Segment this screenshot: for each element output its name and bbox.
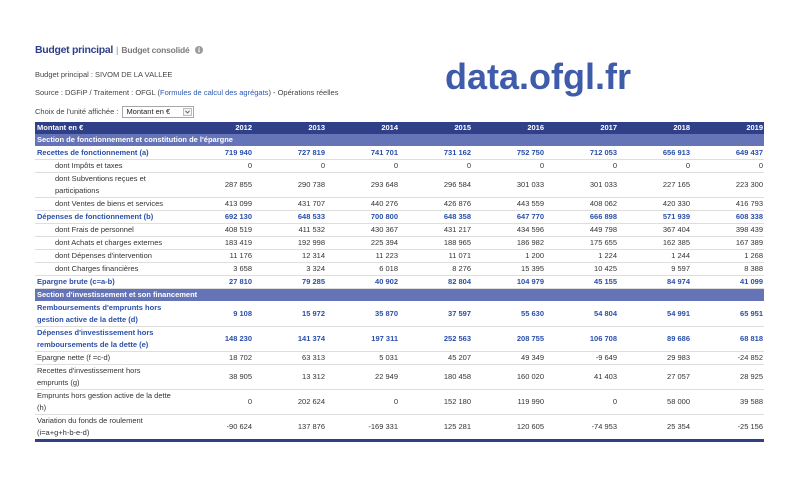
unit-select[interactable] [122,106,194,118]
year-header: 2013 [253,122,326,134]
value-cell: 301 033 [545,173,618,198]
table-row [35,211,764,224]
value-cell: 420 330 [618,198,691,211]
source-suffix: ) - Opérations réelles [268,88,339,97]
value-cell: 68 818 [691,327,764,352]
value-cell: 449 798 [545,224,618,237]
value-cell: 3 324 [253,263,326,276]
value-cell: 8 388 [691,263,764,276]
unit-selector-row [35,105,194,118]
value-cell: 148 230 [180,327,253,352]
value-cell: -24 852 [691,352,764,365]
value-cell: 11 176 [180,250,253,263]
year-header: 2018 [618,122,691,134]
row-label: Variation du fonds de roulement (i=a+g+h-b-e-d) [35,415,180,441]
formulas-link[interactable]: Formules de calcul des agrégats [160,88,269,97]
value-cell: 649 437 [691,147,764,160]
value-cell: 692 130 [180,211,253,224]
value-cell: 160 020 [472,365,545,390]
unit-header: Montant en € [35,122,180,134]
row-label: dont Impôts et taxes [35,160,180,173]
value-cell: 227 165 [618,173,691,198]
table-row [35,237,764,250]
value-cell: 183 419 [180,237,253,250]
table-row [35,352,764,365]
source-prefix: Source : DGFiP / Traitement : OFGL ( [35,88,161,97]
value-cell: 84 974 [618,276,691,289]
value-cell: 141 374 [253,327,326,352]
value-cell: 367 404 [618,224,691,237]
year-header: 2017 [545,122,618,134]
value-cell: 741 701 [326,147,399,160]
value-cell: 38 905 [180,365,253,390]
value-cell: 41 099 [691,276,764,289]
table-row [35,173,764,198]
value-cell: 8 276 [399,263,472,276]
year-header: 2012 [180,122,253,134]
table-row [35,147,764,160]
section-row [35,289,764,302]
row-label: Remboursements d'emprunts hors gestion active de la dette (d) [35,302,180,327]
row-label: Recettes de fonctionnement (a) [35,147,180,160]
value-cell: 0 [472,160,545,173]
value-cell: 175 655 [545,237,618,250]
value-cell: 45 207 [399,352,472,365]
value-cell: 727 819 [253,147,326,160]
value-cell: 180 458 [399,365,472,390]
value-cell: -25 156 [691,415,764,441]
dropdown-button[interactable] [183,108,192,116]
value-cell: 39 588 [691,390,764,415]
value-cell: 434 596 [472,224,545,237]
value-cell: 413 099 [180,198,253,211]
value-cell: 202 624 [253,390,326,415]
value-cell: 1 200 [472,250,545,263]
year-header: 2015 [399,122,472,134]
value-cell: 3 658 [180,263,253,276]
value-cell: 5 031 [326,352,399,365]
table-row [35,198,764,211]
table-row [35,250,764,263]
value-cell: 296 584 [399,173,472,198]
value-cell: 188 965 [399,237,472,250]
value-cell: 49 349 [472,352,545,365]
value-cell: 301 033 [472,173,545,198]
value-cell: 571 939 [618,211,691,224]
value-cell: 608 338 [691,211,764,224]
value-cell: 58 000 [618,390,691,415]
row-label: dont Ventes de biens et services [35,198,180,211]
value-cell: 40 902 [326,276,399,289]
value-cell: 431 707 [253,198,326,211]
value-cell: 106 708 [545,327,618,352]
value-cell: 223 300 [691,173,764,198]
value-cell: 0 [180,390,253,415]
entity-line: Budget principal : SIVOM DE LA VALLEE [35,70,173,79]
value-cell: 15 395 [472,263,545,276]
brand-watermark: data.ofgl.fr [445,56,631,97]
table-row [35,415,764,441]
value-cell: 11 071 [399,250,472,263]
value-cell: 22 949 [326,365,399,390]
table-row [35,160,764,173]
value-cell: 0 [545,160,618,173]
value-cell: 0 [618,160,691,173]
financial-table [35,122,764,442]
value-cell: 6 018 [326,263,399,276]
value-cell: 18 702 [180,352,253,365]
value-cell: 35 870 [326,302,399,327]
unit-select-value: Montant en € [126,106,171,116]
row-label: dont Dépenses d'intervention [35,250,180,263]
page-title: Budget principal [35,44,114,56]
value-cell: 656 913 [618,147,691,160]
value-cell: 648 358 [399,211,472,224]
value-cell: 1 224 [545,250,618,263]
value-cell: 82 804 [399,276,472,289]
value-cell: 0 [326,390,399,415]
year-header: 2019 [691,122,764,134]
value-cell: 0 [180,160,253,173]
value-cell: 398 439 [691,224,764,237]
table-row [35,263,764,276]
source-line [35,88,338,98]
row-label: Dépenses de fonctionnement (b) [35,211,180,224]
value-cell: 11 223 [326,250,399,263]
table-head [35,122,764,134]
value-cell: -9 649 [545,352,618,365]
section-title: Section d'investissement et son financement [35,289,764,302]
year-header: 2014 [326,122,399,134]
value-cell: 0 [691,160,764,173]
value-cell: 29 983 [618,352,691,365]
value-cell: 1 268 [691,250,764,263]
section-row [35,134,764,147]
value-cell: 293 648 [326,173,399,198]
value-cell: 431 217 [399,224,472,237]
budget-consolide-link[interactable]: Budget consolidé [121,45,190,55]
row-label: dont Charges financières [35,263,180,276]
table-body [35,134,764,441]
value-cell: 0 [545,390,618,415]
value-cell: 647 770 [472,211,545,224]
value-cell: 411 532 [253,224,326,237]
value-cell: 712 053 [545,147,618,160]
year-header: 2016 [472,122,545,134]
value-cell: 648 533 [253,211,326,224]
value-cell: 252 563 [399,327,472,352]
table-header-row [35,122,764,134]
value-cell: 719 940 [180,147,253,160]
row-label: Epargne nette (f =c-d) [35,352,180,365]
table-row [35,302,764,327]
value-cell: 137 876 [253,415,326,441]
value-cell: 54 991 [618,302,691,327]
row-label: Emprunts hors gestion active de la dette (h) [35,390,180,415]
value-cell: 27 810 [180,276,253,289]
row-label: Epargne brute (c=a-b) [35,276,180,289]
value-cell: 9 108 [180,302,253,327]
row-label: dont Subventions reçues et participations [35,173,180,198]
value-cell: 167 389 [691,237,764,250]
value-cell: 27 057 [618,365,691,390]
row-label: dont Achats et charges externes [35,237,180,250]
value-cell: -90 624 [180,415,253,441]
value-cell: 408 062 [545,198,618,211]
value-cell: 426 876 [399,198,472,211]
value-cell: 430 367 [326,224,399,237]
value-cell: 28 925 [691,365,764,390]
value-cell: 54 804 [545,302,618,327]
value-cell: 192 998 [253,237,326,250]
value-cell: 55 630 [472,302,545,327]
value-cell: 15 972 [253,302,326,327]
value-cell: 125 281 [399,415,472,441]
value-cell: 1 244 [618,250,691,263]
value-cell: 186 982 [472,237,545,250]
table-row [35,276,764,289]
value-cell: 408 519 [180,224,253,237]
chevron-down-icon [185,110,190,114]
value-cell: -169 331 [326,415,399,441]
value-cell: 440 276 [326,198,399,211]
value-cell: 0 [326,160,399,173]
value-cell: 290 738 [253,173,326,198]
value-cell: 10 425 [545,263,618,276]
value-cell: 79 285 [253,276,326,289]
value-cell: 287 855 [180,173,253,198]
value-cell: 700 800 [326,211,399,224]
info-icon[interactable] [195,46,203,54]
value-cell: 37 597 [399,302,472,327]
value-cell: 120 605 [472,415,545,441]
value-cell: 0 [253,160,326,173]
value-cell: 45 155 [545,276,618,289]
value-cell: 416 793 [691,198,764,211]
value-cell: 65 951 [691,302,764,327]
value-cell: 13 312 [253,365,326,390]
table-row [35,327,764,352]
value-cell: 443 559 [472,198,545,211]
value-cell: 152 180 [399,390,472,415]
section-title: Section de fonctionnement et constitution de l'épargne [35,134,764,147]
value-cell: 119 990 [472,390,545,415]
value-cell: 25 354 [618,415,691,441]
row-label: Dépenses d'investissement hors remboursements de la dette (e) [35,327,180,352]
budget-title-bar [35,43,203,57]
table-row [35,365,764,390]
unit-selector-label: Choix de l'unité affichée : [35,106,119,116]
row-label: Recettes d'investissement hors emprunts (g) [35,365,180,390]
table-row [35,390,764,415]
value-cell: 9 597 [618,263,691,276]
value-cell: 104 979 [472,276,545,289]
value-cell: 89 686 [618,327,691,352]
value-cell: 0 [399,160,472,173]
title-separator: | [116,45,119,55]
value-cell: 208 755 [472,327,545,352]
table-row [35,224,764,237]
value-cell: 225 394 [326,237,399,250]
value-cell: 162 385 [618,237,691,250]
value-cell: 197 311 [326,327,399,352]
value-cell: -74 953 [545,415,618,441]
value-cell: 752 750 [472,147,545,160]
value-cell: 666 898 [545,211,618,224]
value-cell: 41 403 [545,365,618,390]
value-cell: 731 162 [399,147,472,160]
row-label: dont Frais de personnel [35,224,180,237]
value-cell: 63 313 [253,352,326,365]
value-cell: 12 314 [253,250,326,263]
